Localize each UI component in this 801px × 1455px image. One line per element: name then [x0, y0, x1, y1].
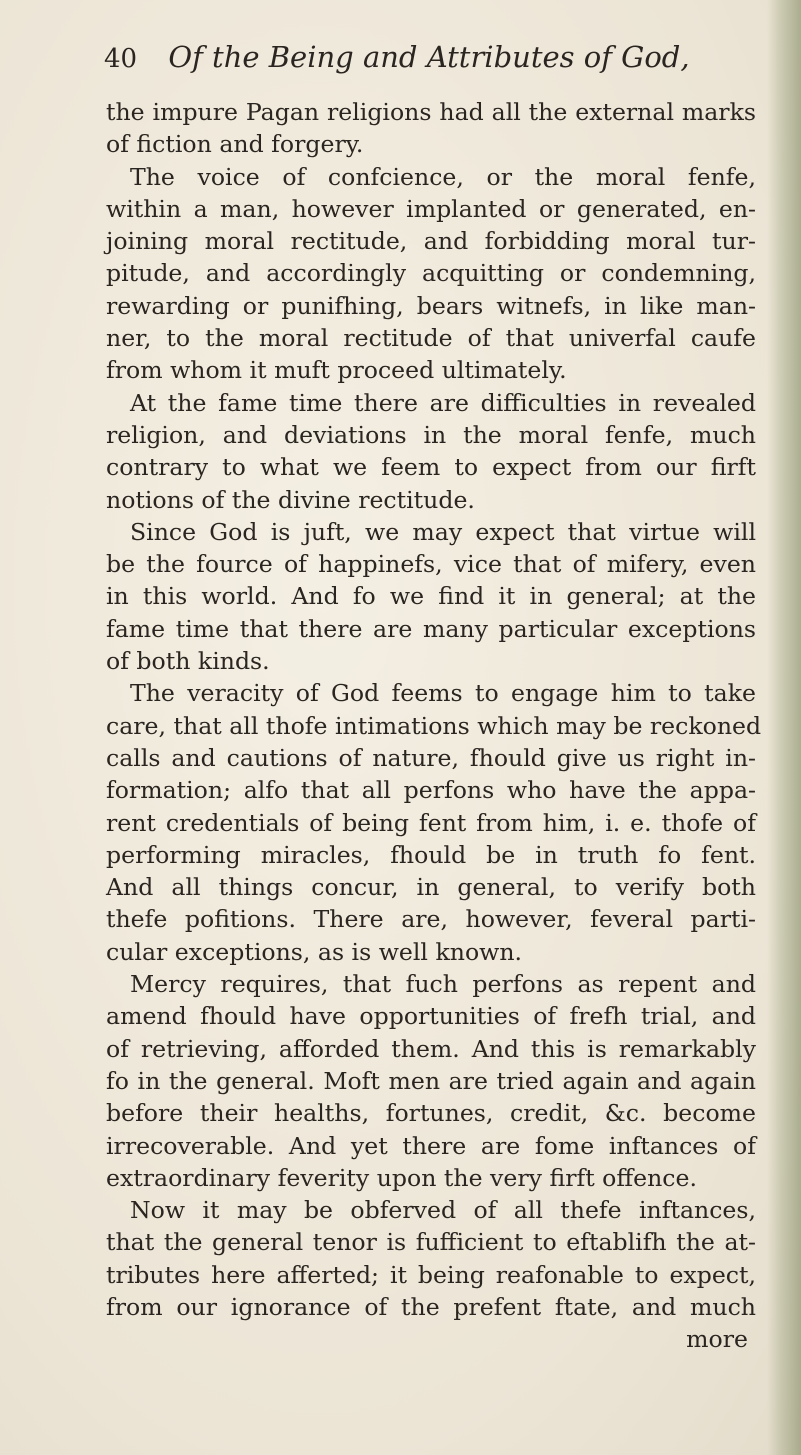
text-line: calls and cautions of nature, fhould give us right in- — [106, 743, 756, 772]
text-line: of both kinds. — [106, 647, 270, 676]
text-line: And all things concur, in general, to verify both — [106, 873, 756, 902]
text-line: thefe pofitions. There are, however, feveral parti- — [106, 905, 756, 934]
text-line: contrary to what we feem to expect from our firft — [106, 453, 756, 482]
text-line: fo in the general. Moft men are tried again and again — [106, 1066, 756, 1095]
text-line: within a man, however implanted or generated, en- — [106, 194, 756, 223]
text-line: At the fame time there are difficulties in revealed — [130, 388, 756, 417]
text-line: joining moral rectitude, and forbidding moral tur- — [106, 227, 756, 256]
text-line: ner, to the moral rectitude of that univerfal caufe — [106, 324, 756, 353]
text-line: religion, and deviations in the moral fenfe, much — [106, 420, 756, 449]
catchword: more — [686, 1325, 748, 1354]
text-line: cular exceptions, as is well known. — [106, 937, 523, 966]
text-line: The voice of confcience, or the moral fenfe, — [130, 162, 756, 191]
body-text — [106, 96, 762, 1356]
text-line: pitude, and accordingly acquitting or condemning, — [106, 259, 756, 288]
text-line: formation; alfo that all perfons who have the appa- — [106, 776, 756, 805]
text-line: from our ignorance of the prefent ftate, and much — [106, 1292, 756, 1321]
text-line: of retrieving, afforded them. And this is remarkably — [106, 1034, 756, 1063]
page-edge — [767, 0, 801, 1455]
text-line: extraordinary feverity upon the very firft offence. — [106, 1163, 697, 1192]
text-line: rent credentials of being fent from him, i. e. thofe of — [106, 808, 756, 837]
text-line: from whom it muft proceed ultimately. — [106, 356, 567, 385]
text-line: care, that all thofe intimations which may be reckoned — [106, 711, 762, 740]
text-line: rewarding or punifhing, bears witnefs, in like man- — [106, 291, 756, 320]
running-title: Of the Being and Attributes of God, — [168, 40, 690, 74]
text-line: Since God is juft, we may expect that virtue will — [130, 517, 756, 546]
text-line: amend fhould have opportunities of frefh trial, and — [106, 1002, 756, 1031]
text-line: notions of the divine rectitude. — [106, 485, 475, 514]
page-header — [104, 40, 764, 90]
text-line: Mercy requires, that fuch perfons as repent and — [130, 970, 756, 999]
text-line: the impure Pagan religions had all the external marks — [106, 98, 756, 126]
text-line: of fiction and forgery. — [106, 130, 364, 159]
page-number: 40 — [104, 44, 138, 74]
text-line: fame time that there are many particular exceptions — [106, 614, 756, 643]
text-line: performing miracles, fhould be in truth fo fent. — [106, 840, 756, 869]
text-line: that the general tenor is fufficient to eftablifh the at- — [106, 1228, 756, 1257]
text-line: be the fource of happinefs, vice that of mifery, even — [106, 550, 756, 579]
text-line: The veracity of God feems to engage him to take — [130, 679, 756, 708]
text-line: in this world. And fo we find it in general; at the — [106, 582, 756, 611]
text-line: Now it may be obferved of all thefe inftances, — [130, 1196, 756, 1225]
text-line: tributes here afferted; it being reafonable to expect, — [106, 1260, 756, 1289]
text-line: before their healths, fortunes, credit, &c. become — [106, 1099, 756, 1128]
text-line: irrecoverable. And yet there are fome inftances of — [106, 1131, 756, 1160]
